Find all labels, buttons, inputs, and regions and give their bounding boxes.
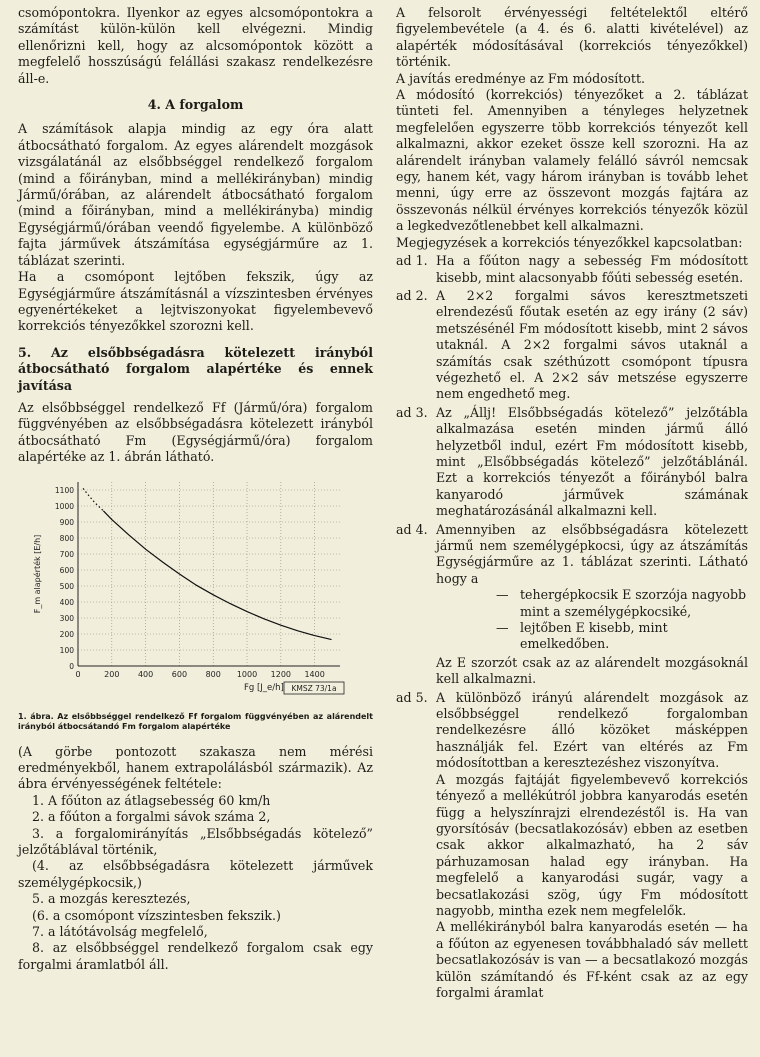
condition-text: (6. a csomópont vízszintesben fekszik.) — [32, 907, 281, 923]
condition-text: 1. A főúton az átlagsebesség 60 km/h — [32, 792, 271, 808]
note-5-paragraph-2: A mozgás fajtáját figyelembevevő korrekciós tényező a mellékútról jobbra kanyarodás esetén függ a helyszínrajzi elrendezéstől is. Ha van gyorsítósáv (becsatlakozósáv) ebben az esetben csak akkor alkalmazható, ha 2 sáv párhuzamosan halad egy irányban. Ha megfelelő a kanyarodási sugár, vagy a becsatlakozási szög, úgy Fm módosított nagyobb, mintha ezek nem megfelelők. — [436, 771, 748, 918]
sublist-text: lejtőben E kisebb, mint emelkedőben. — [520, 620, 668, 652]
note-item — [396, 288, 748, 403]
note-text: Ha a főúton nagy a sebesség Fm módosított kisebb, mint alacsonyabb főúti sebesség esetén. — [436, 253, 748, 285]
condition-item — [18, 858, 373, 891]
condition-item — [18, 924, 373, 940]
note-text — [436, 690, 748, 1002]
condition-text: 2. a főúton a forgalmi sávok száma 2, — [32, 809, 271, 825]
note-text: Amennyiben az elsőbbségadásra kötelezett jármű nem személygépkocsi, úgy az átszámítás Egységjárműre az 1. táblázat szerinti. Látható hogy a — [436, 521, 748, 586]
note-item — [396, 405, 748, 520]
y-tick-label: 0 — [69, 661, 74, 671]
figure-caption: 1. ábra. Az elsőbbséggel rendelkező Ff forgalom függvényében az alárendelt irányból átbocsátandó Fm forgalom alapértéke — [18, 711, 373, 731]
note-label: ad 5. — [396, 689, 428, 705]
curve-extrapolated — [83, 488, 103, 510]
sublist-item — [496, 620, 748, 653]
y-tick-label: 900 — [59, 517, 74, 527]
y-tick-label: 400 — [59, 597, 74, 607]
note-5-paragraph-3: A mellékirányból balra kanyarodás esetén — ha a főúton az egyenesen továbbhaladó sáv mellett becsatlakozósáv is van — a becsatlakozó mozgás külön számítandó és Ff-ként csak az az egy forgalmi áramlat — [436, 919, 748, 1000]
y-tick-label: 500 — [59, 581, 74, 591]
condition-text: 5. a mozgás keresztezés, — [32, 891, 191, 907]
note-4-tail-text: Az E szorzót csak az az alárendelt mozgásoknál kell alkalmazni. — [436, 654, 748, 687]
y-tick-label: 1100 — [54, 485, 74, 495]
right-paragraph-3: A módosító (korrekciós) tényezőket a 2. táblázat tünteti fel. Amennyiben a tényleges helyzetnek megfelelően egyszerre több korrekciós tényezőt kell alkalmazni, akkor ezeket össze kell szorozni. Ha az alárendelt irányban valamely felálló sávról nemcsak egy, hanem két, vagy három irányban is tovább lehet menni, úgy erre az összevont mozgás fajtára az összevonás nélkül érvényes korrekciós tényezők közül a legkedvezőtlenebbet kell alkalmazni. — [396, 87, 748, 234]
intro-paragraph: csomópontokra. Ilyenkor az egyes alcsomópontokra a számítást külön-külön kell elvégezni. Mindig ellenőrizni kell, hogy az alcsomópontok között a megfelelő hosszúságú felállási szakasz rendelkezésre áll-e. — [18, 5, 373, 86]
note-label: ad 3. — [396, 404, 428, 420]
note-text: A 2×2 forgalmi sávos keresztmetszeti elrendezésű főutak esetén az egy irány (2 sáv) metszésénél Fm módosított kisebb, mint 2 sávos utaknál. A 2×2 forgalmi sávos utaknál a számítás csak széthúzott csomópont típusra végezhető el. A 2×2 sáv metszése egyszerre nem engedhető meg. — [436, 287, 748, 402]
note-label: ad 4. — [396, 521, 428, 537]
x-tick-label: 1400 — [304, 669, 325, 679]
notes-list — [396, 253, 748, 1001]
note-4-tail — [396, 655, 748, 688]
note-label: ad 1. — [396, 253, 428, 269]
x-tick-label: 0 — [75, 669, 81, 679]
y-tick-label: 100 — [59, 645, 74, 655]
right-paragraph-2: A javítás eredménye az Fm módosított. — [396, 70, 646, 86]
condition-item — [18, 891, 373, 907]
x-tick-label: 400 — [137, 669, 154, 679]
sublist-dash: — — [496, 620, 509, 636]
y-tick-label: 800 — [59, 533, 74, 543]
note-text: Az „Állj! Elsőbbségadás kötelező” jelzőtábla alkalmazása esetén minden jármű álló helyzetből indul, ezért Fm módosított kisebb, mint „Elsőbbségadás kötelező” jelzőtáblánál. Ezt a korrekciós tényezőt a főirányból balra kanyarodó járművek számának meghatározásánál alkalmazni kell. — [436, 404, 748, 519]
condition-item — [18, 809, 373, 825]
x-tick-label: 800 — [205, 669, 221, 679]
condition-text: (4. az elsőbbségadásra kötelezett járművek személygépkocsik,) — [18, 858, 373, 890]
section-4-paragraph-2: Ha a csomópont lejtőben fekszik, úgy az Egységjárműre átszámításnál a vízszintesben érvényes egyenértékeket a lejtviszonyokat figyelembevevő korrekciós tényezőkkel szorozni kell. — [18, 269, 373, 334]
note-5-paragraph-1: A különböző irányú alárendelt mozgások az elsőbbséggel rendelkező forgalomban rendelkezésre álló közöket másképpen használják fel. Ezért van eltérés az Fm módosítottban a keresztezéshez viszonyítva. — [436, 689, 748, 771]
figure-1 — [18, 474, 373, 734]
y-tick-label: 1000 — [54, 501, 74, 511]
condition-item — [18, 940, 373, 973]
section-5-title: 5. Az elsőbbségadásra kötelezett irányból átbocsátható forgalom alapértéke és ennek javítása — [18, 344, 373, 393]
right-paragraph-1: A felsorolt érvényességi feltételektől eltérő figyelembevétele (a 4. és 6. alatti kivételével) az alapérték módosításával (korrekciós tényezőkkel) történik. — [396, 5, 748, 70]
note-4-sublist — [496, 587, 748, 653]
y-axis-label: F_m alapérték [E/h] — [33, 534, 42, 613]
note-item — [396, 522, 748, 588]
sublist-item — [496, 587, 748, 620]
y-tick-label: 200 — [59, 629, 74, 639]
stamp-label: KMSZ 73/1a — [291, 683, 337, 693]
condition-text: 8. az elsőbbséggel rendelkező forgalom csak egy forgalmi áramlatból áll. — [18, 940, 373, 972]
left-column — [18, 5, 373, 973]
x-tick-label: 1000 — [236, 669, 258, 679]
curve-measured — [103, 510, 331, 639]
after-figure-paragraph: (A görbe pontozott szakasza nem mérési eredményekből, hanem extrapolálásból származik). Az ábra érvényességének feltétele: — [18, 743, 373, 792]
right-paragraph-4: Megjegyzések a korrekciós tényezőkkel kapcsolatban: — [396, 234, 743, 250]
y-tick-label: 700 — [59, 549, 74, 559]
sublist-text: tehergépkocsik E szorzója nagyobb mint a személygépkocsiké, — [520, 587, 747, 619]
condition-text: 7. a látótávolság megfelelő, — [32, 924, 208, 940]
note-label: ad 2. — [396, 287, 428, 303]
conditions-list — [18, 793, 373, 973]
y-tick-label: 600 — [59, 565, 74, 575]
x-tick-label: 1200 — [270, 669, 292, 679]
section-4-title: 4. A forgalom — [147, 97, 244, 113]
right-column — [396, 5, 748, 1001]
x-tick-label: 600 — [171, 669, 188, 679]
x-tick-label: 200 — [104, 669, 120, 679]
section-4-paragraph-1: A számítások alapja mindig az egy óra alatt átbocsátható forgalom. Az egyes alárendelt mozgások vizsgálatánál az elsőbbséggel rendelkező forgalom (mind a főirányban, mind a mellékirányban) mindig Jármű/órában, az alárendelt átbocsátható forgalom (mind a főirányban, mind a mellékirányba) mindig Egységjármű/órában veendő figyelembe. A különböző fajta járművek átszámítása egységjárműre az 1. táblázat szerinti. — [18, 121, 373, 268]
x-axis-label: Fg [J_e/h] — [244, 682, 284, 693]
sublist-dash: — — [496, 587, 509, 603]
note-item — [396, 253, 748, 286]
chart-svg — [18, 474, 373, 704]
note-item — [396, 690, 748, 1002]
condition-text: 3. a forgalomirányítás „Elsőbbségadás kötelező” jelzőtáblával történik, — [18, 825, 373, 857]
section-5-paragraph-1: Az elsőbbséggel rendelkező Ff (Jármű/óra) forgalom függvényében az elsőbbségadásra kötelezett irányból átbocsátható Fm (Egységjármű/óra) forgalom alapértéke az 1. ábrán látható. — [18, 399, 373, 465]
condition-item — [18, 908, 373, 924]
y-tick-label: 300 — [59, 613, 74, 623]
condition-item — [18, 793, 373, 809]
condition-item — [18, 826, 373, 859]
